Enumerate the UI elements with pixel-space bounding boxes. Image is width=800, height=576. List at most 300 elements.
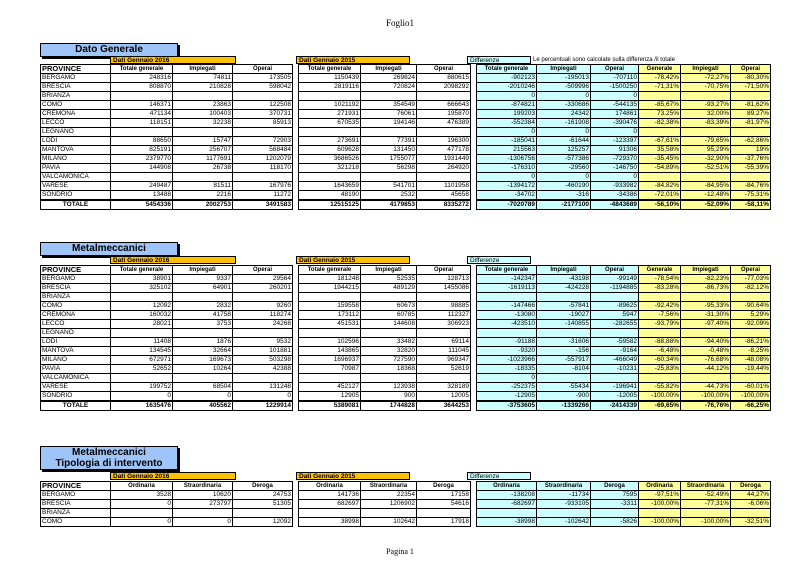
- value-cell: 32664: [173, 347, 233, 356]
- value-cell: Deroga: [233, 482, 293, 491]
- value-cell: 0: [111, 392, 173, 402]
- value-cell: [361, 293, 417, 302]
- value-cell: 670535: [299, 119, 361, 128]
- value-cell: [299, 92, 361, 101]
- value-cell: 74811: [173, 74, 233, 83]
- value-cell: -1339266: [537, 401, 591, 411]
- value-cell: -57841: [537, 302, 591, 311]
- value-cell: 452127: [299, 383, 361, 392]
- value-cell: 666643: [417, 101, 471, 110]
- value-cell: -185041: [477, 137, 537, 146]
- value-cell: 169673: [173, 356, 233, 365]
- header-differenze: Differenze: [467, 56, 531, 64]
- value-cell: -84,76%: [731, 182, 771, 191]
- province-cell: BERGAMO: [41, 74, 111, 83]
- value-cell: [731, 293, 771, 302]
- value-cell: -77,31%: [681, 500, 731, 509]
- value-cell: 2216: [173, 191, 233, 201]
- province-cell: LODI: [41, 137, 111, 146]
- value-cell: 32238: [173, 119, 233, 128]
- table-row: [41, 491, 771, 500]
- value-cell: -83,39%: [681, 119, 731, 128]
- province-cell: PROVINCE: [41, 65, 111, 74]
- value-cell: [111, 509, 173, 518]
- table-row: [41, 320, 771, 329]
- value-cell: [233, 509, 293, 518]
- value-cell: -86,73%: [681, 284, 731, 293]
- value-cell: 8335272: [417, 200, 471, 210]
- value-cell: 64901: [173, 284, 233, 293]
- value-cell: 682697: [299, 500, 361, 509]
- value-cell: -900: [537, 392, 591, 402]
- value-cell: -509996: [537, 83, 591, 92]
- value-cell: 0: [537, 128, 591, 137]
- value-cell: 28021: [111, 320, 173, 329]
- value-cell: 264920: [417, 164, 471, 173]
- value-cell: [591, 329, 639, 338]
- value-cell: 727590: [361, 356, 417, 365]
- value-cell: -67,61%: [639, 137, 681, 146]
- value-cell: [681, 329, 731, 338]
- value-cell: -140855: [537, 320, 591, 329]
- value-cell: 111045: [417, 347, 471, 356]
- table-row: [41, 509, 771, 518]
- value-cell: [361, 128, 417, 137]
- province-cell: PAVIA: [41, 164, 111, 173]
- value-cell: [111, 329, 173, 338]
- value-cell: 328189: [417, 383, 471, 392]
- value-cell: 210828: [173, 83, 233, 92]
- header-2016: Dati Gennaio 2016: [110, 472, 236, 480]
- value-cell: -577386: [537, 155, 591, 164]
- value-cell: -138208: [477, 491, 537, 500]
- value-cell: -97,40%: [681, 320, 731, 329]
- value-cell: 2098292: [417, 83, 471, 92]
- value-cell: -1194885: [591, 284, 639, 293]
- value-cell: 0: [173, 518, 233, 527]
- value-cell: 3528: [111, 491, 173, 500]
- value-cell: -93,27%: [681, 101, 731, 110]
- value-cell: 32820: [361, 347, 417, 356]
- value-cell: Operai: [731, 65, 771, 74]
- value-cell: -84,95%: [681, 182, 731, 191]
- value-cell: -80,30%: [731, 74, 771, 83]
- value-cell: -55434: [537, 383, 591, 392]
- value-cell: -1394172: [477, 182, 537, 191]
- value-cell: [591, 509, 639, 518]
- value-cell: -100,00%: [639, 392, 681, 402]
- value-cell: 32,00%: [681, 110, 731, 119]
- value-cell: -100,00%: [639, 518, 681, 527]
- value-cell: 118170: [233, 164, 293, 173]
- value-cell: -55,82%: [639, 383, 681, 392]
- header-2015: Dati Gennaio 2015: [296, 56, 410, 64]
- value-cell: 95,29%: [681, 146, 731, 155]
- value-cell: 89,27%: [731, 110, 771, 119]
- value-cell: 609628: [299, 146, 361, 155]
- total-row: [41, 200, 771, 210]
- value-cell: -89625: [591, 302, 639, 311]
- value-cell: 0: [477, 173, 537, 182]
- value-cell: 672971: [111, 356, 173, 365]
- province-cell: LECCO: [41, 320, 111, 329]
- value-cell: 969347: [417, 356, 471, 365]
- value-cell: 199752: [111, 383, 173, 392]
- value-cell: 173505: [233, 74, 293, 83]
- value-cell: 5389081: [299, 401, 361, 411]
- table-row: [41, 119, 771, 128]
- value-cell: -8,25%: [731, 347, 771, 356]
- value-cell: -0,48%: [681, 347, 731, 356]
- value-cell: 17918: [417, 518, 471, 527]
- value-cell: 122508: [233, 101, 293, 110]
- value-cell: 38901: [111, 275, 173, 284]
- value-cell: [681, 509, 731, 518]
- table-row: [41, 275, 771, 284]
- value-cell: Impiegati: [173, 65, 233, 74]
- province-cell: BERGAMO: [41, 491, 111, 500]
- value-cell: [361, 329, 417, 338]
- value-cell: 56298: [361, 164, 417, 173]
- province-cell: SONDRIO: [41, 191, 111, 201]
- sheet-title: Foglio1: [385, 18, 414, 28]
- value-cell: -12005: [591, 392, 639, 402]
- value-cell: [233, 329, 293, 338]
- value-cell: -874821: [477, 101, 537, 110]
- value-cell: 12005: [417, 392, 471, 402]
- value-cell: [111, 92, 173, 101]
- value-cell: 273691: [299, 137, 361, 146]
- value-cell: 159558: [299, 302, 361, 311]
- value-cell: 0: [111, 518, 173, 527]
- value-cell: [639, 173, 681, 182]
- value-cell: 26738: [173, 164, 233, 173]
- province-cell: VARESE: [41, 182, 111, 191]
- value-cell: 1744828: [361, 401, 417, 411]
- value-cell: 0: [477, 128, 537, 137]
- value-cell: [111, 173, 173, 182]
- value-cell: -102642: [537, 518, 591, 527]
- value-cell: 19%: [731, 146, 771, 155]
- value-cell: 24342: [537, 110, 591, 119]
- value-cell: -13080: [477, 311, 537, 320]
- value-cell: -7020789: [477, 200, 537, 210]
- value-cell: -32,51%: [731, 518, 771, 527]
- percent-note: Le percentuali sono calcolate sulla differenza /il totale: [533, 57, 675, 63]
- value-cell: 10264: [173, 365, 233, 374]
- value-cell: 5947: [591, 311, 639, 320]
- value-cell: 900: [361, 392, 417, 402]
- value-cell: [233, 173, 293, 182]
- value-cell: 808870: [111, 83, 173, 92]
- value-cell: -90,64%: [731, 302, 771, 311]
- value-cell: 269824: [361, 74, 417, 83]
- value-cell: -66,25%: [731, 401, 771, 411]
- table-row: [41, 110, 771, 119]
- page-footer: Pagina 1: [386, 547, 414, 556]
- value-cell: [681, 128, 731, 137]
- value-cell: 11272: [233, 191, 293, 201]
- value-cell: 354549: [361, 101, 417, 110]
- value-cell: 54616: [417, 500, 471, 509]
- value-cell: -59582: [591, 338, 639, 347]
- value-cell: [477, 509, 537, 518]
- value-cell: -1619113: [477, 284, 537, 293]
- province-cell: COMO: [41, 302, 111, 311]
- value-cell: [111, 128, 173, 137]
- value-cell: 1696937: [299, 356, 361, 365]
- value-cell: 2379770: [111, 155, 173, 164]
- value-cell: -902123: [477, 74, 537, 83]
- value-cell: Straordinaria: [681, 482, 731, 491]
- value-cell: Operai: [591, 266, 639, 275]
- value-cell: [417, 509, 471, 518]
- total-row: [41, 401, 771, 411]
- value-cell: [417, 374, 471, 383]
- table-row: [41, 92, 771, 101]
- value-cell: -72,27%: [681, 74, 731, 83]
- value-cell: 306923: [417, 320, 471, 329]
- value-cell: 52619: [417, 365, 471, 374]
- value-cell: [731, 173, 771, 182]
- value-cell: 1635476: [111, 401, 173, 411]
- table-row: [41, 365, 771, 374]
- value-cell: -8104: [537, 365, 591, 374]
- value-cell: 260201: [233, 284, 293, 293]
- value-cell: -72,01%: [639, 191, 681, 201]
- value-cell: 3644253: [417, 401, 471, 411]
- value-cell: -82,38%: [639, 119, 681, 128]
- value-cell: 17158: [417, 491, 471, 500]
- value-cell: -25,83%: [639, 365, 681, 374]
- value-cell: [299, 329, 361, 338]
- province-cell: COMO: [41, 101, 111, 110]
- value-cell: [681, 173, 731, 182]
- table-row: [41, 164, 771, 173]
- value-cell: 77391: [361, 137, 417, 146]
- table-row: [41, 347, 771, 356]
- value-cell: -29560: [537, 164, 591, 173]
- value-cell: [537, 329, 591, 338]
- value-cell: Operai: [417, 65, 471, 74]
- value-cell: -423510: [477, 320, 537, 329]
- value-cell: 29564: [233, 275, 293, 284]
- value-cell: [639, 293, 681, 302]
- value-cell: 405562: [173, 401, 233, 411]
- province-cell: TOTALE: [41, 401, 111, 411]
- value-cell: Deroga: [591, 482, 639, 491]
- value-cell: -71,31%: [639, 83, 681, 92]
- value-cell: -84,82%: [639, 182, 681, 191]
- value-cell: -316: [537, 191, 591, 201]
- value-cell: 76061: [361, 110, 417, 119]
- value-cell: -100,00%: [639, 500, 681, 509]
- value-cell: 9337: [173, 275, 233, 284]
- value-cell: -147466: [477, 302, 537, 311]
- value-cell: 4179853: [361, 200, 417, 210]
- value-cell: 477178: [417, 146, 471, 155]
- value-cell: -54,89%: [639, 164, 681, 173]
- province-cell: SONDRIO: [41, 392, 111, 402]
- value-cell: 1021192: [299, 101, 361, 110]
- province-cell: BRESCIA: [41, 284, 111, 293]
- value-cell: 825191: [111, 146, 173, 155]
- value-cell: [731, 329, 771, 338]
- value-cell: Deroga: [731, 482, 771, 491]
- value-cell: -77,03%: [731, 275, 771, 284]
- value-cell: -252375: [477, 383, 537, 392]
- value-cell: -19,44%: [731, 365, 771, 374]
- value-cell: [173, 509, 233, 518]
- value-cell: 194146: [361, 119, 417, 128]
- table-row: [41, 137, 771, 146]
- table-row: [41, 293, 771, 302]
- section-title-tipologia: [40, 446, 178, 470]
- value-cell: -92,09%: [731, 320, 771, 329]
- value-cell: 12515125: [299, 200, 361, 210]
- value-cell: Operai: [591, 65, 639, 74]
- value-cell: 10620: [173, 491, 233, 500]
- province-cell: PROVINCE: [41, 482, 111, 491]
- value-cell: -81,97%: [731, 119, 771, 128]
- value-cell: Generale: [639, 266, 681, 275]
- value-cell: -933105: [537, 500, 591, 509]
- table-row: [41, 284, 771, 293]
- value-cell: -466049: [591, 356, 639, 365]
- province-cell: BRIANZA: [41, 293, 111, 302]
- province-cell: MANTOVA: [41, 146, 111, 155]
- value-cell: 321218: [299, 164, 361, 173]
- value-cell: Impiegati: [361, 266, 417, 275]
- value-cell: 195870: [417, 110, 471, 119]
- value-cell: -10231: [591, 365, 639, 374]
- province-cell: MANTOVA: [41, 347, 111, 356]
- data-table-dato-generale: [40, 64, 771, 210]
- value-cell: 41758: [173, 311, 233, 320]
- value-cell: -2414339: [591, 401, 639, 411]
- header-2015: Dati Gennaio 2015: [296, 256, 410, 264]
- value-cell: -682697: [477, 500, 537, 509]
- value-cell: 0: [537, 173, 591, 182]
- value-cell: 18368: [361, 365, 417, 374]
- value-cell: 215563: [477, 146, 537, 155]
- value-cell: Generale: [639, 65, 681, 74]
- value-cell: [681, 92, 731, 101]
- province-cell: PROVINCE: [41, 266, 111, 275]
- value-cell: 141736: [299, 491, 361, 500]
- value-cell: -43198: [537, 275, 591, 284]
- value-cell: [681, 293, 731, 302]
- value-cell: Ordinaria: [299, 482, 361, 491]
- value-cell: 471134: [111, 110, 173, 119]
- value-cell: [173, 293, 233, 302]
- value-cell: 146371: [111, 101, 173, 110]
- value-cell: 1643659: [299, 182, 361, 191]
- value-cell: -76,68%: [681, 356, 731, 365]
- value-cell: 42388: [233, 365, 293, 374]
- table-row: [41, 173, 771, 182]
- value-cell: 128713: [417, 275, 471, 284]
- value-cell: -933982: [591, 182, 639, 191]
- value-cell: -92,42%: [639, 302, 681, 311]
- value-cell: Straordinaria: [537, 482, 591, 491]
- value-cell: -93,79%: [639, 320, 681, 329]
- value-cell: 144908: [111, 164, 173, 173]
- table-row: [41, 155, 771, 164]
- value-cell: 0: [591, 128, 639, 137]
- value-cell: 69114: [417, 338, 471, 347]
- value-cell: -91188: [477, 338, 537, 347]
- value-cell: -18335: [477, 365, 537, 374]
- value-cell: 9532: [233, 338, 293, 347]
- value-cell: [477, 293, 537, 302]
- value-cell: [731, 374, 771, 383]
- value-cell: 2532: [361, 191, 417, 201]
- value-cell: Totale generale: [477, 65, 537, 74]
- value-cell: -100,00%: [731, 392, 771, 402]
- value-cell: 131248: [233, 383, 293, 392]
- value-cell: [731, 509, 771, 518]
- value-cell: [173, 128, 233, 137]
- value-cell: -75,31%: [731, 191, 771, 201]
- header-2015: Dati Gennaio 2015: [296, 472, 410, 480]
- value-cell: 85913: [233, 119, 293, 128]
- value-cell: [233, 293, 293, 302]
- value-cell: -69,65%: [639, 401, 681, 411]
- table-row: [41, 74, 771, 83]
- value-cell: [361, 173, 417, 182]
- value-cell: 199203: [477, 110, 537, 119]
- value-cell: -99149: [591, 275, 639, 284]
- value-cell: -56,10%: [639, 200, 681, 210]
- value-cell: 70987: [299, 365, 361, 374]
- value-cell: 12905: [299, 392, 361, 402]
- value-cell: [299, 374, 361, 383]
- province-cell: BRIANZA: [41, 92, 111, 101]
- value-cell: 101881: [233, 347, 293, 356]
- province-cell: TOTALE: [41, 200, 111, 210]
- value-cell: 1944215: [299, 284, 361, 293]
- value-cell: -330686: [537, 101, 591, 110]
- value-cell: -82,12%: [731, 284, 771, 293]
- value-cell: [299, 173, 361, 182]
- value-cell: -35,45%: [639, 155, 681, 164]
- value-cell: 12092: [111, 302, 173, 311]
- value-cell: Ordinaria: [111, 482, 173, 491]
- value-cell: 1229914: [233, 401, 293, 411]
- value-cell: 370731: [233, 110, 293, 119]
- section-title-dato-generale: Dato Generale: [40, 43, 178, 57]
- value-cell: 0: [537, 92, 591, 101]
- province-cell: VARESE: [41, 383, 111, 392]
- value-cell: -44,73%: [681, 383, 731, 392]
- value-cell: [417, 173, 471, 182]
- province-cell: PAVIA: [41, 365, 111, 374]
- value-cell: -123397: [591, 137, 639, 146]
- value-cell: [537, 374, 591, 383]
- value-cell: -97,51%: [639, 491, 681, 500]
- value-cell: Ordinaria: [639, 482, 681, 491]
- value-cell: 144608: [361, 320, 417, 329]
- value-cell: 5,29%: [731, 311, 771, 320]
- value-cell: [361, 92, 417, 101]
- value-cell: 102596: [299, 338, 361, 347]
- province-cell: COMO: [41, 518, 111, 527]
- value-cell: -86,21%: [731, 338, 771, 347]
- value-cell: -31606: [537, 338, 591, 347]
- value-cell: [417, 92, 471, 101]
- value-cell: Impiegati: [681, 266, 731, 275]
